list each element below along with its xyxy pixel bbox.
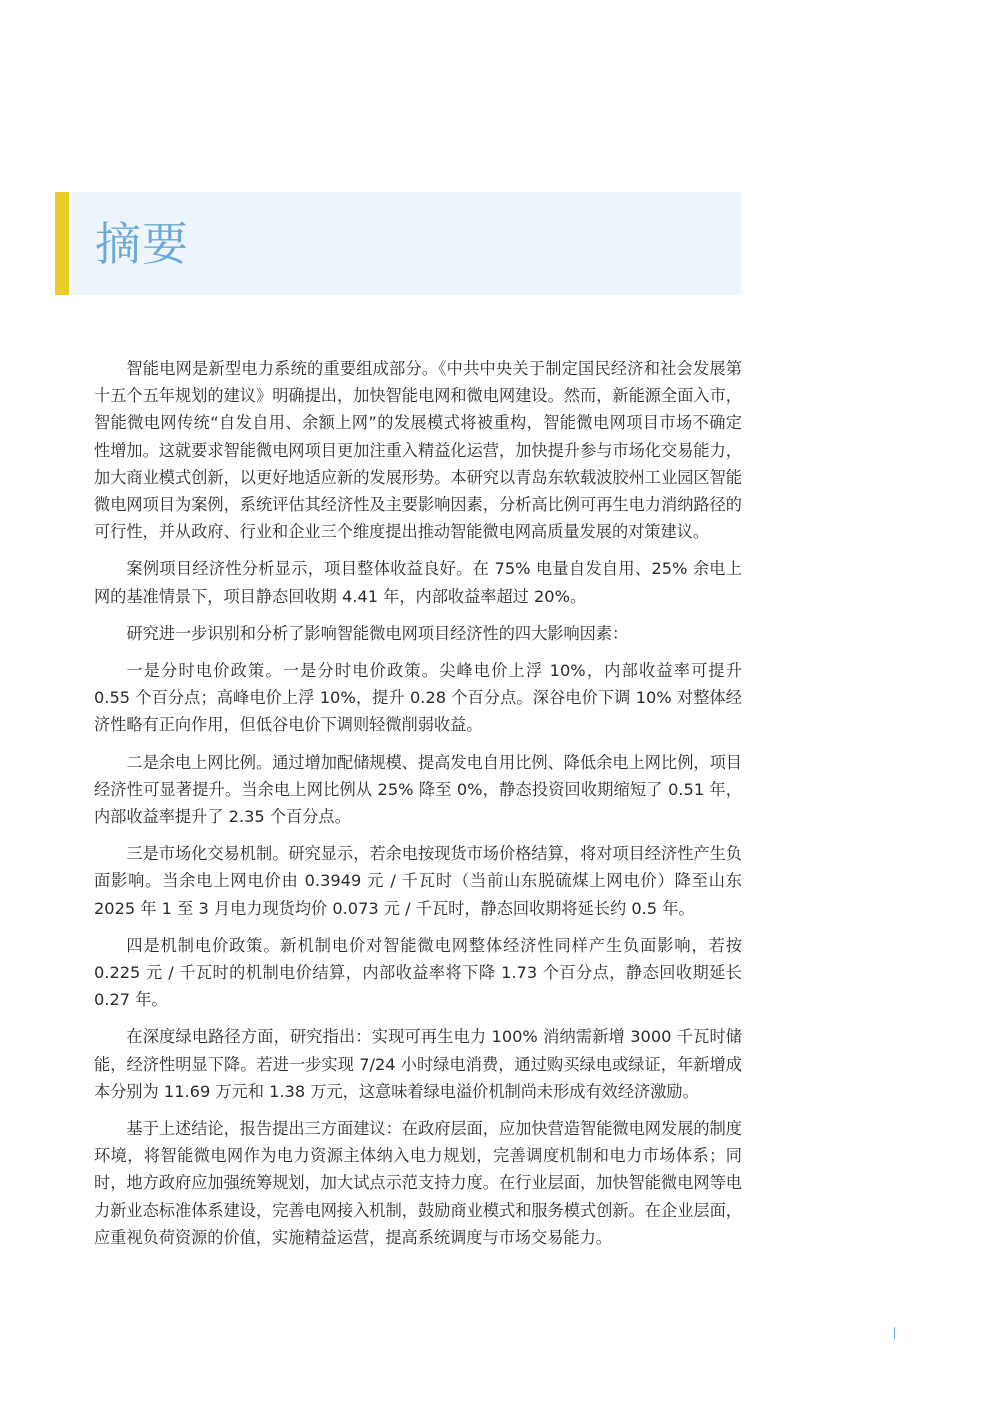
paragraph-factors-intro: 研究进一步识别和分析了影响智能微电网项目经济性的四大影响因素： — [126, 623, 629, 643]
abstract-body — [94, 355, 742, 1261]
paragraph-factor-mechanism-price: 四是机制电价政策。新机制电价对智能微电网整体经济性同样产生负面影响，若按 0.225 元 / 千瓦时的机制电价结算，内部收益率将下降 1.73 个百分点，静态回收期延长 0.27 年。 — [94, 935, 742, 1010]
section-title-band — [55, 192, 741, 295]
title-accent-bar — [55, 192, 69, 295]
paragraph-green-power: 在深度绿电路径方面，研究指出：实现可再生电力 100% 消纳需新增 3000 千瓦时储能，经济性明显下降。若进一步实现 7/24 小时绿电消费，通过购买绿电或绿证，年新增成本分别为 11.69 万元和 1.38 万元，这意味着绿电溢价机制尚未形成有效经济激励。 — [94, 1027, 742, 1101]
paragraph-factor-tou-pricing: 一是分时电价政策。一是分时电价政策。尖峰电价上浮 10%，内部收益率可提升 0.55 个百分点；高峰电价上浮 10%，提升 0.28 个百分点。深谷电价下调 10% 对整体经济性略有正向作用，但低谷电价下调则轻微削弱收益。 — [94, 661, 742, 735]
paragraph-economics: 案例项目经济性分析显示，项目整体收益良好。在 75% 电量自发自用、25% 余电上网的基准情景下，项目静态回收期 4.41 年，内部收益率超过 20%。 — [94, 559, 742, 606]
paragraph-recommendations: 基于上述结论，报告提出三方面建议：在政府层面，应加快营造智能微电网发展的制度环境，将智能微电网作为电力资源主体纳入电力规划，完善调度机制和电力市场体系；同时，地方政府应加强统筹规划，加大试点示范支持力度。在行业层面，加快智能微电网等电力新业态标准体系建设，完善电网接入机制，鼓励商业模式和服务模式创新。在企业层面，应重视负荷资源的价值，实施精益运营，提高系统调度与市场交易能力。 — [94, 1119, 742, 1247]
paragraph-intro: 智能电网是新型电力系统的重要组成部分。《中共中央关于制定国民经济和社会发展第十五个五年规划的建议》明确提出，加快智能电网和微电网建设。然而，新能源全面入市，智能微电网传统“自发自用、余额上网”的发展模式将被重构，智能微电网项目市场不确定性增加。这就要求智能微电网项目更加注重入精益化运营，加快提升参与市场化交易能力，加大商业模式创新，以更好地适应新的发展形势。本研究以青岛东软载波胶州工业园区智能微电网项目为案例，系统评估其经济性及主要影响因素，分析高比例可再生电力消纳路径的可行性，并从政府、行业和企业三个维度提出推动智能微电网高质量发展的对策建议。 — [94, 359, 742, 542]
paragraph-factor-market-trading: 三是市场化交易机制。研究显示，若余电按现货市场价格结算，将对项目经济性产生负面影响。当余电上网电价由 0.3949 元 / 千瓦时（当前山东脱硫煤上网电价）降至山东 2025 年 1 至 3 月电力现货均价 0.073 元 / 千瓦时，静态回收期将延长约 0.5 年。 — [94, 844, 742, 918]
paragraph-factor-grid-export: 二是余电上网比例。通过增加配储规模、提高发电自用比例、降低余电上网比例，项目经济性可显著提升。当余电上网比例从 25% 降至 0%，静态投资回收期缩短了 0.51 年，内部收益率提升了 2.35 个百分点。 — [94, 752, 742, 827]
page-number-marker — [894, 1327, 895, 1339]
section-title: 摘要 — [95, 217, 189, 271]
